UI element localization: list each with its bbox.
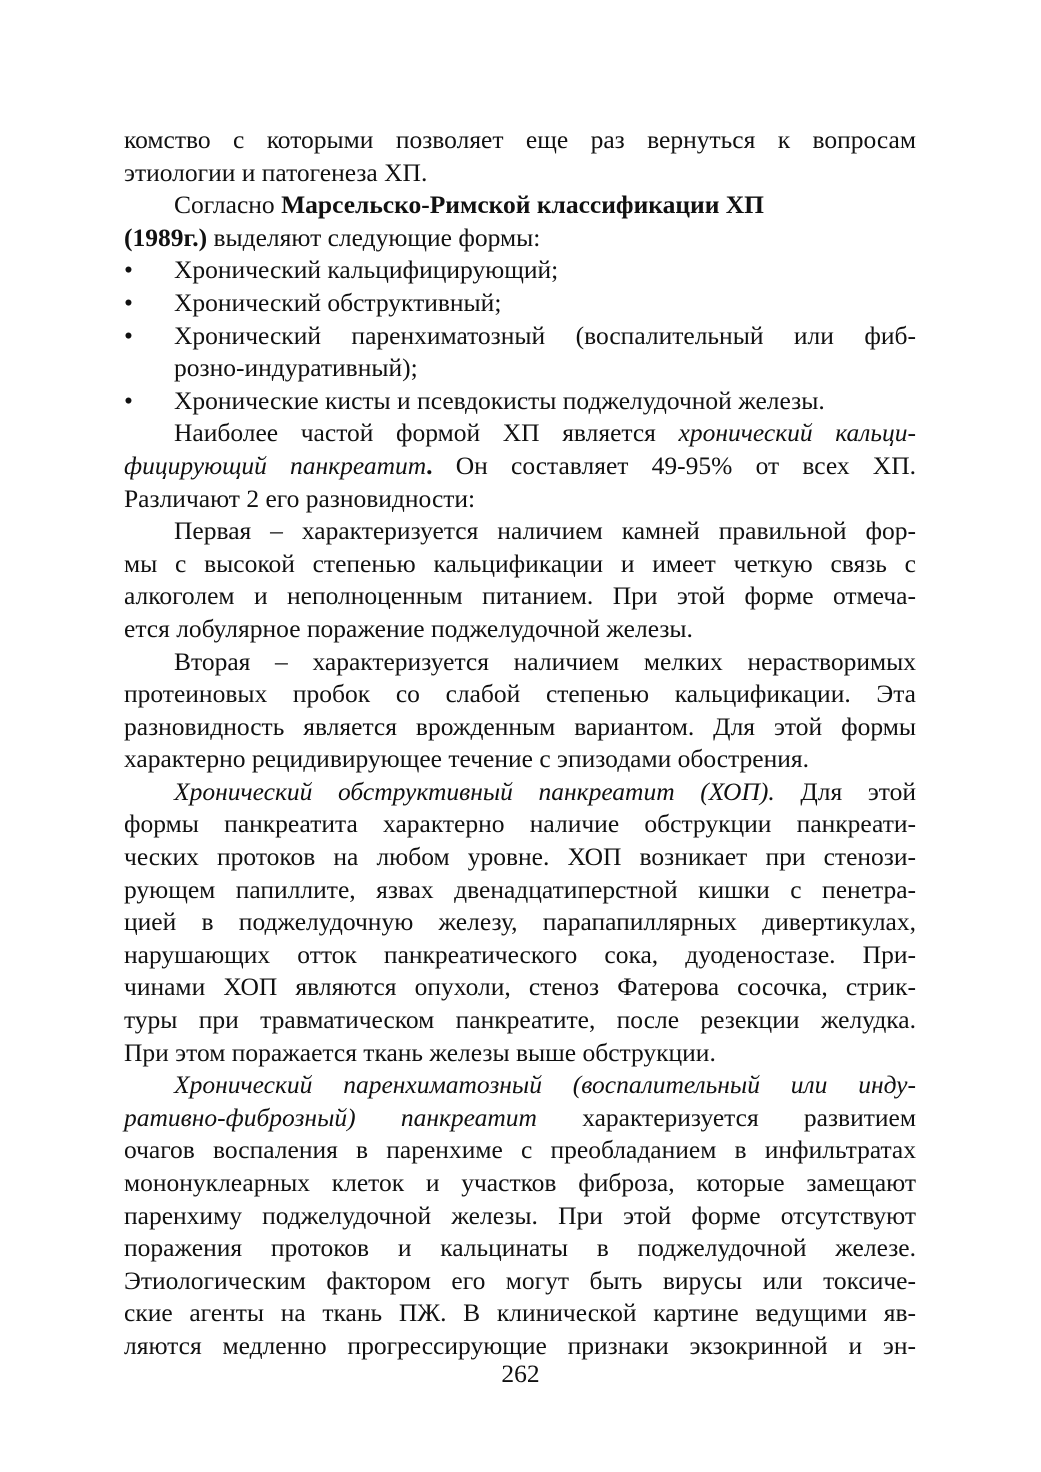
- text-line: нарушающих отток панкреатического сока, дуоденостазе. При-: [124, 939, 916, 969]
- list-item: [124, 254, 916, 287]
- italic-term: фицирующий панкреатит: [124, 450, 427, 480]
- text-line: [124, 450, 916, 483]
- text-line: паренхиму поджелудочной железы. При этой форме отсутствуют: [124, 1200, 916, 1230]
- text-line: [124, 1102, 916, 1135]
- list-item: [124, 385, 916, 418]
- list-item: [124, 287, 916, 320]
- bold-period: .: [426, 450, 433, 480]
- bold-term: (1989г.): [124, 222, 208, 252]
- text-line: [124, 222, 916, 255]
- text-run: Для этой: [774, 776, 916, 806]
- text-line: Вторая – характеризуется наличием мелких нерастворимых: [174, 646, 916, 676]
- text-line: поражения протоков и кальцинаты в поджелудочной железе.: [124, 1233, 916, 1263]
- list-item-text: розно-индуративный);: [174, 353, 418, 383]
- text-line: алкоголем и неполноценным питанием. При этой форме отмеча-: [124, 581, 916, 611]
- italic-term: хронический кальци-: [678, 418, 916, 448]
- text-line: Этиологическим фактором его могут быть вирусы или токсиче-: [124, 1265, 916, 1295]
- bullet-icon: •: [124, 385, 133, 415]
- text-run: Он составляет 49-95% от всех ХП.: [432, 450, 916, 480]
- list-item-text: Хронический паренхиматозный (воспалительный или фиб-: [174, 320, 916, 350]
- list-item: [124, 320, 916, 385]
- text-line: Различают 2 его разновидности:: [124, 483, 476, 513]
- text-line: [124, 1069, 916, 1102]
- text-line: туры при травматическом панкреатите, после резекции желудка.: [124, 1005, 916, 1035]
- text-line: ется лобулярное поражение поджелудочной железы.: [124, 613, 693, 643]
- text-run: Согласно: [174, 190, 282, 220]
- text-line: мы с высокой степенью кальцификации и имеет четкую связь с: [124, 548, 916, 578]
- italic-term: ративно-фиброзный) панкреатит: [124, 1102, 537, 1132]
- text-line: цией в поджелудочную железу, парапапиллярных дивертикулах,: [124, 907, 916, 937]
- text-line: характерно рецидивирующее течение с эпизодами обострения.: [124, 744, 809, 774]
- bullet-icon: •: [124, 287, 133, 317]
- list-item-text: Хронический обструктивный;: [174, 287, 502, 317]
- text-run: характеризуется развитием: [536, 1102, 916, 1132]
- text-line: комство с которыми позволяет еще раз вернуться к вопросам: [124, 125, 916, 154]
- text-line: ческих протоков на любом уровне. ХОП возникает при стенози-: [124, 842, 916, 872]
- text-line: ляются медленно прогрессирующие признаки экзокринной и эн-: [124, 1330, 916, 1360]
- text-line: формы панкреатита характерно наличие обструкции панкреати-: [124, 809, 916, 839]
- bullet-icon: •: [124, 320, 133, 350]
- italic-term: Хронический паренхиматозный (воспалительный или инду-: [174, 1070, 916, 1100]
- list-item-text: Хронический кальцифицирующий;: [174, 255, 559, 285]
- text-run: Наиболее частой формой ХП является: [174, 418, 679, 448]
- text-line: При этом поражается ткань железы выше обструкции.: [124, 1037, 716, 1067]
- text-line: мононуклеарных клеток и участков фиброза, которые замещают: [124, 1168, 916, 1197]
- text-line: [124, 776, 916, 809]
- bullet-icon: •: [124, 255, 133, 285]
- page-number: 262: [501, 1359, 540, 1388]
- text-line: Первая – характеризуется наличием камней правильной фор-: [174, 516, 916, 546]
- text-run: выделяют следующие формы:: [207, 222, 541, 252]
- text-line: ские агенты на ткань ПЖ. В клинической картине ведущими яв-: [124, 1298, 916, 1328]
- text-line: очагов воспаления в паренхиме с преобладанием в инфильтратах: [124, 1135, 916, 1165]
- text-line: рующем папиллите, язвах двенадцатиперстной кишки с пенетра-: [124, 874, 916, 904]
- text-line: [124, 417, 916, 450]
- classification-heading-line: [124, 189, 916, 222]
- text-line: разновидность является врожденным вариантом. Для этой формы: [124, 711, 916, 741]
- list-item-text: Хронические кисты и псевдокисты поджелудочной железы.: [174, 385, 825, 415]
- text-line: этиологии и патогенеза ХП.: [124, 157, 428, 187]
- italic-term: Хронический обструктивный панкреатит (ХОП).: [174, 776, 775, 806]
- page-body: [124, 124, 916, 1363]
- text-line: протеиновых пробок со слабой степенью кальцификации. Эта: [124, 679, 916, 709]
- text-line: чинами ХОП являются опухоли, стеноз Фатерова сосочка, стрик-: [124, 972, 916, 1002]
- bold-term: Марсельско-Римской классификации ХП: [281, 190, 765, 220]
